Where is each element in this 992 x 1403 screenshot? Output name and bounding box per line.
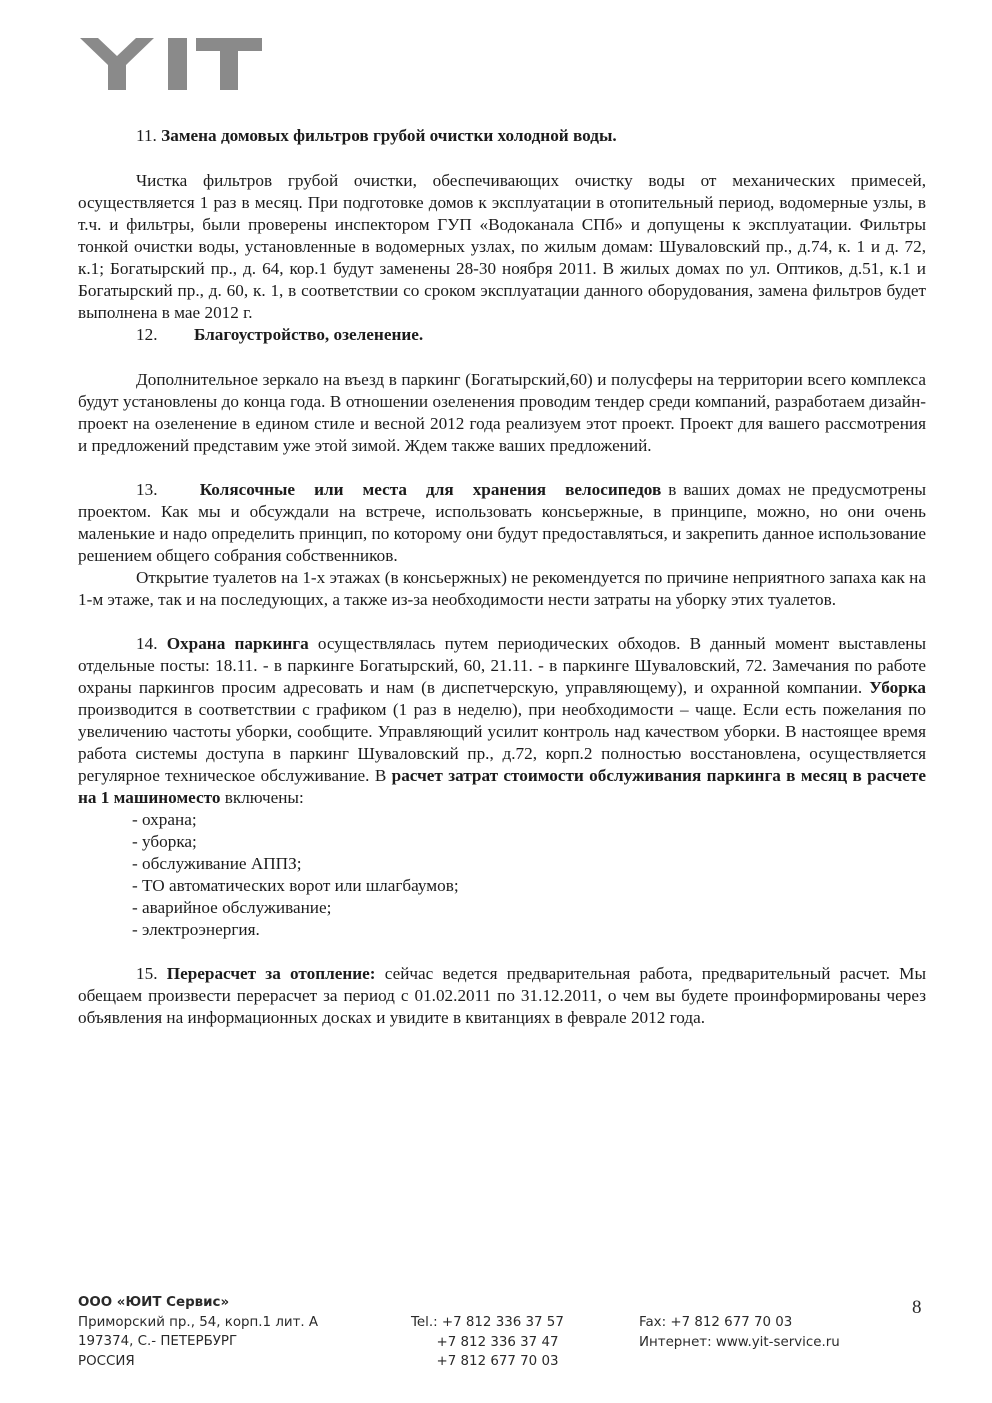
yit-logo-icon (80, 38, 262, 90)
section-12-title: Благоустройство, озеленение. (194, 325, 424, 344)
section-14-cleaning-label: Уборка (869, 678, 926, 697)
letter-body (78, 125, 926, 1029)
footer-address-line-2: 197374, С.- ПЕТЕРБУРГ (78, 1334, 238, 1349)
section-15-paragraph (78, 963, 926, 1029)
section-11-body: Чистка фильтров грубой очистки, обеспечивающих очистку воды от механических примесей, осуществляется 1 раз в месяц. При подготовке домов к эксплуатации в отопительный период, водомерные узлы, в т.ч. и фильтры, были проверены инспектором ГУП «Водоканала СПб» и допущены к эксплуатации. Фильтры тонкой очистки воды, установленные в водомерных узлах, по жилым домам: Шуваловский пр., д.74, к. 1 и д. 72, к.1; Богатырский пр., д. 64, кор.1 будут заменены 28-30 ноября 2011. В жилых домах по ул. Оптиков, д.51, к.1 и Богатырский пр., д. 60, к. 1, в соответствии со сроком эксплуатации данного оборудования, замена фильтров будет выполнена в мае 2012 г. (78, 171, 926, 322)
section-15-number: 15. (136, 964, 158, 983)
section-13-body-2: Открытие туалетов на 1-х этажах (в консьержных) не рекомендуется по причине неприятного запаха как на 1-м этаже, так и на последующих, а также из-за необходимости нести затраты на уборку этих туалетов. (78, 568, 926, 609)
section-11-title: Замена домовых фильтров грубой очистки холодной воды. (161, 126, 617, 145)
section-11-number: 11. (136, 126, 157, 145)
footer-fax: Fax: +7 812 677 70 03 (639, 1315, 793, 1330)
footer-tel-3: +7 812 677 70 03 (411, 1354, 559, 1369)
footer-tel-2: +7 812 336 37 47 (411, 1334, 559, 1350)
section-14-text-3: включены: (220, 788, 304, 807)
page-number: 8 (912, 1297, 922, 1318)
section-13-paragraph (78, 479, 926, 567)
section-14-cost-label: расчет затрат стоимости обслуживания паркинга в месяц в расчете на 1 машиноместо (78, 766, 927, 807)
section-13-number: 13. (136, 480, 158, 499)
section-12-body: Дополнительное зеркало на въезд в паркинг (Богатырский,60) и полусферы на территории всего комплекса будут установлены до конца года. В отношении озеленения проводим тендер среди компаний, разработаем дизайн-проект на озеленение в едином стиле и весной 2012 года реализуем этот проект. Проект для вашего рассмотрения и предложений представим уже этой зимой. Ждем также ваших предложений. (78, 370, 926, 455)
section-14-number: 14. (136, 634, 158, 653)
section-14-paragraph (78, 633, 926, 809)
section-14-text-1: осуществлялась путем периодических обходов. В данный момент выставлены отдельные посты: 18.11. - в паркинге Богатырский, 60, 21.11. - в паркинге Шуваловский, 72. Замечания по работе охраны паркингов просим адресовать и нам (в диспетчерскую, управляющему), и охранной компании. (78, 634, 926, 697)
list-item: - охрана; (132, 810, 197, 829)
company-logo (80, 38, 262, 90)
list-item: - обслуживание АППЗ; (132, 854, 302, 873)
section-13-body: в ваших домах не предусмотрены проектом. Как мы и обсуждали на встрече, использовать консьержные, в принципе, можно, но они очень маленькие и надо определить принцип, по которому они будут предоставляться, и закрепить данное использование решением общего собрания собственников. (78, 480, 926, 565)
list-item: - электроэнергия. (132, 920, 260, 939)
list-item: - уборка; (132, 832, 197, 851)
list-item: - аварийное обслуживание; (132, 898, 332, 917)
section-12-heading (78, 324, 926, 346)
footer-phone-block (411, 1313, 564, 1372)
footer-company-block (78, 1293, 318, 1371)
footer-country: РОССИЯ (78, 1353, 135, 1369)
section-14-title: Охрана паркинга (166, 634, 309, 653)
footer-fax-block (639, 1313, 840, 1352)
list-item: - ТО автоматических ворот или шлагбаумов; (132, 876, 459, 895)
letter-footer (78, 1293, 938, 1373)
footer-company-name: ООО «ЮИТ Сервис» (78, 1295, 230, 1310)
footer-tel-1: Tel.: +7 812 336 37 57 (411, 1315, 564, 1330)
section-12-number: 12. (136, 325, 158, 344)
footer-internet: Интернет: www.yit-service.ru (639, 1334, 840, 1350)
section-11-heading (78, 125, 926, 147)
parking-cost-list (78, 809, 926, 941)
footer-address-line-1: Приморский пр., 54, корп.1 лит. А (78, 1314, 319, 1330)
section-14-text-2: производится в соответствии с графиком (1 раз в неделю), при необходимости – чаще. Если есть пожелания по увеличению частоты уборки, сообщите. Управляющий усилит контроль над качеством уборки. В настоящее время работа системы доступа в паркинг Шуваловский пр., д.72, корп.2 полностью восстановлена, осуществляется регулярное техническое обслуживание. В (78, 700, 926, 785)
section-15-body: сейчас ведется предварительная работа, предварительный расчет. Мы обещаем произвести перерасчет за период с 01.02.2011 по 31.12.2011, о чем вы будете проинформированы через объявления на информационных досках и увидите в квитанциях в феврале 2012 года. (78, 964, 927, 1027)
section-15-title: Перерасчет за отопление: (166, 964, 376, 983)
section-13-title: Колясочные или места для хранения велосипедов (199, 480, 662, 499)
